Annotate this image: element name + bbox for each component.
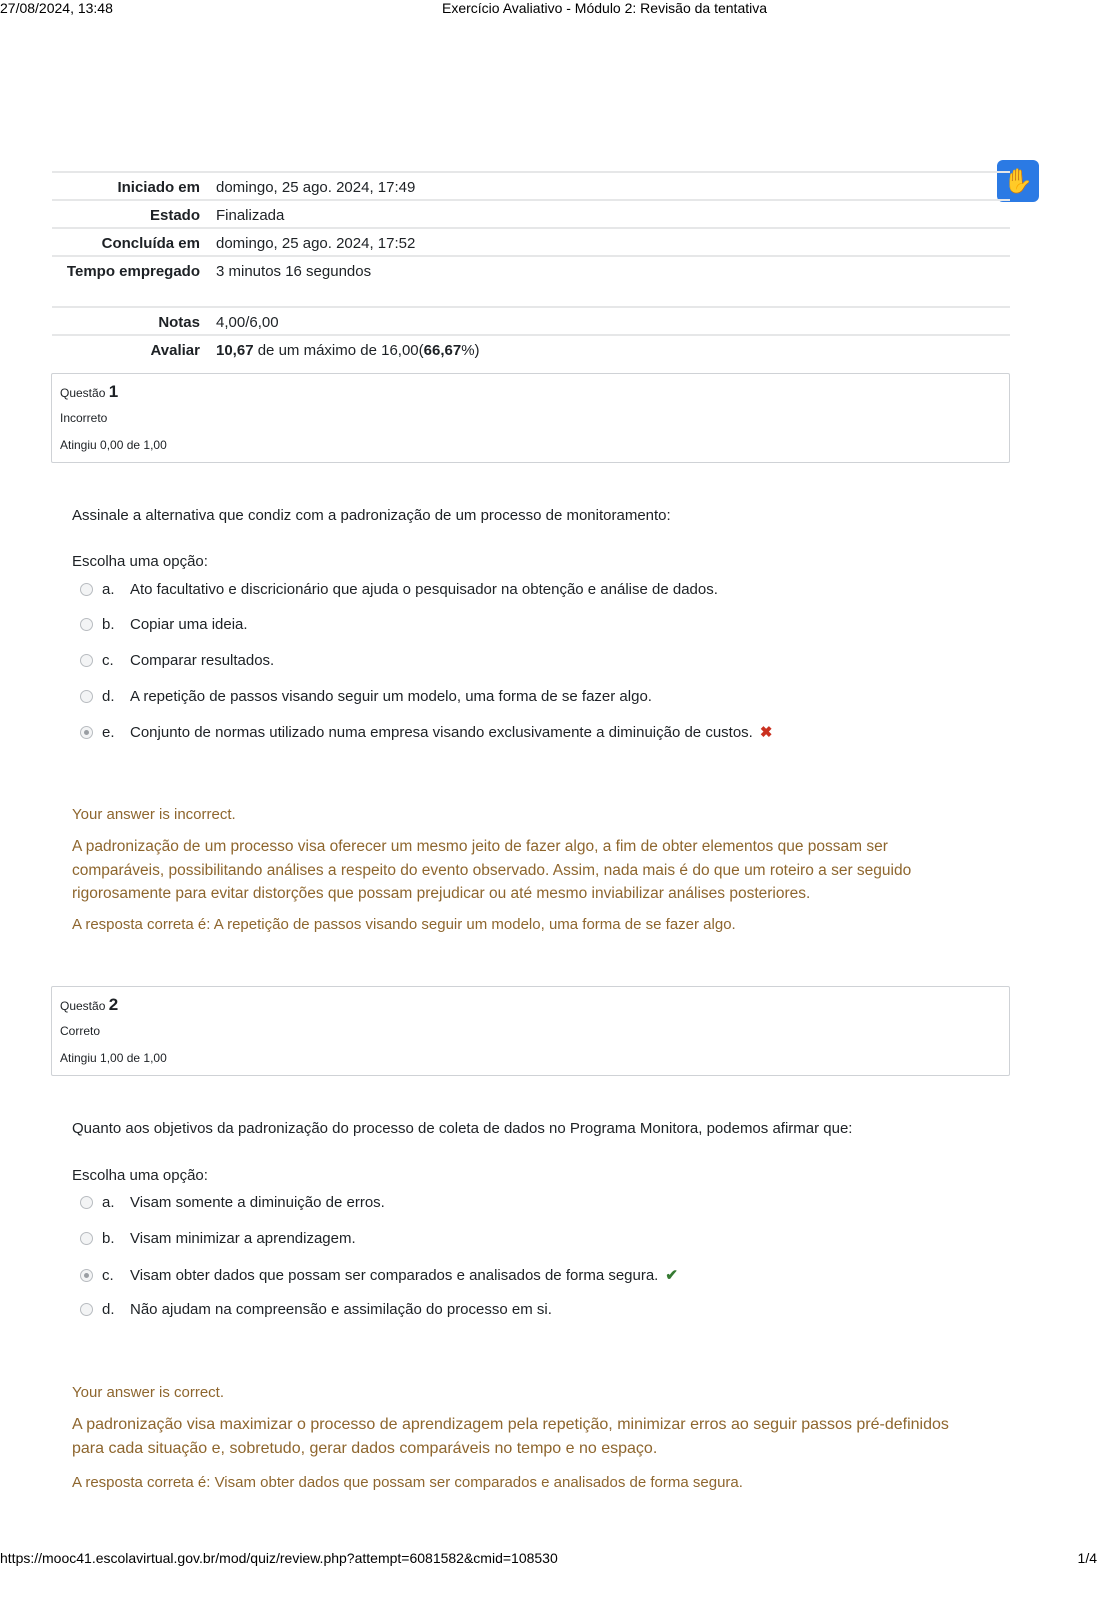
- correct-answer: A resposta correta é: A repetição de passos visando seguir um modelo, uma forma de se fazer algo.: [72, 916, 736, 933]
- question-status: Incorreto: [60, 411, 108, 425]
- summary-value: [216, 336, 480, 362]
- summary-label: Iniciado em: [117, 179, 200, 196]
- grade-score: 10,67: [216, 342, 254, 359]
- summary-label: Estado: [149, 207, 200, 224]
- radio-button-selected[interactable]: [80, 726, 93, 739]
- radio-button-selected[interactable]: [80, 1269, 93, 1282]
- summary-value: domingo, 25 ago. 2024, 17:52: [216, 235, 416, 252]
- attempt-summary-table: [52, 171, 1010, 362]
- summary-row: [52, 227, 1010, 255]
- option-a[interactable]: a. Ato facultativo e discricionário que ajuda o pesquisador na obtenção e análise de dados.: [80, 581, 718, 598]
- question-number: Questão 2: [60, 995, 119, 1014]
- radio-button[interactable]: [80, 1303, 93, 1316]
- choice-prompt: Escolha uma opção:: [72, 1167, 208, 1184]
- summary-label: Notas: [158, 314, 200, 331]
- feedback-title: Your answer is correct.: [72, 1384, 225, 1401]
- option-c[interactable]: c. Visam obter dados que possam ser comparados e analisados de forma segura. ✔: [80, 1266, 678, 1284]
- option-e[interactable]: e. Conjunto de normas utilizado numa empresa visando exclusivamente a diminuição de custos. ✖: [80, 723, 772, 741]
- question-grade: Atingiu 1,00 de 1,00: [60, 1051, 167, 1065]
- option-b[interactable]: b. Copiar uma ideia.: [80, 616, 248, 633]
- correct-check-icon: ✔: [665, 1267, 678, 1284]
- question-number: Questão 1: [60, 382, 119, 401]
- summary-row: [52, 334, 1010, 362]
- question-info-box: [51, 373, 1010, 463]
- feedback-text: A padronização visa maximizar o processo de aprendizagem pela repetição, minimizar erros ao seguir passos pré-definidos para cada situação e, sobretudo, gerar dados comparáveis no tempo e no espaço.: [72, 1416, 949, 1457]
- print-url: https://mooc41.escolavirtual.gov.br/mod/quiz/review.php?attempt=6081582&cmid=108530: [0, 1550, 558, 1566]
- summary-value: domingo, 25 ago. 2024, 17:49: [216, 179, 416, 196]
- summary-row: [52, 255, 1010, 306]
- grade-suffix: %): [461, 342, 480, 359]
- summary-value: 3 minutos 16 segundos: [216, 263, 372, 280]
- option-c[interactable]: c. Comparar resultados.: [80, 652, 274, 669]
- print-title: Exercício Avaliativo - Módulo 2: Revisão da tentativa: [442, 0, 768, 16]
- summary-row: [52, 199, 1010, 227]
- radio-button[interactable]: [80, 618, 93, 631]
- summary-label: Avaliar: [150, 342, 200, 359]
- hand-icon: ✋: [1003, 167, 1033, 195]
- choice-prompt: Escolha uma opção:: [72, 553, 208, 570]
- question-text: Quanto aos objetivos da padronização do processo de coleta de dados no Programa Monitora, podemos afirmar que:: [72, 1120, 853, 1137]
- summary-row: [52, 171, 1010, 199]
- summary-value: Finalizada: [216, 207, 285, 224]
- grade-percent: 66,67: [423, 342, 462, 359]
- grade-max: de um máximo de 16,00(: [253, 342, 424, 359]
- radio-button[interactable]: [80, 1232, 93, 1245]
- summary-row: [52, 306, 1010, 334]
- option-b[interactable]: b. Visam minimizar a aprendizagem.: [80, 1230, 356, 1247]
- summary-value: 4,00/6,00: [216, 314, 279, 331]
- summary-label: Concluída em: [101, 235, 200, 252]
- radio-button[interactable]: [80, 654, 93, 667]
- page-number: 1/4: [1077, 1550, 1097, 1566]
- question-grade: Atingiu 0,00 de 1,00: [60, 438, 167, 452]
- feedback-text: A padronização de um processo visa oferecer um mesmo jeito de fazer algo, a fim de obter elementos que possam ser comparáveis, possibilitando análises a respeito do evento observado. Assim, nada mais é do que um roteiro a ser seguido rigorosamente para evitar distorções que possam prejudicar ou até mesmo inviabilizar análises posteriores.: [72, 838, 912, 902]
- radio-button[interactable]: [80, 1196, 93, 1209]
- option-d[interactable]: d. A repetição de passos visando seguir um modelo, uma forma de se fazer algo.: [80, 688, 652, 705]
- summary-label: Tempo empregado: [66, 263, 200, 280]
- question-info-box: [51, 986, 1010, 1076]
- feedback-title: Your answer is incorrect.: [72, 806, 236, 823]
- question-text: Assinale a alternativa que condiz com a padronização de um processo de monitoramento:: [72, 507, 671, 524]
- question-status: Correto: [60, 1024, 101, 1038]
- option-a[interactable]: a. Visam somente a diminuição de erros.: [80, 1194, 385, 1211]
- print-datetime: 27/08/2024, 13:48: [0, 0, 113, 16]
- radio-button[interactable]: [80, 583, 93, 596]
- option-d[interactable]: d. Não ajudam na compreensão e assimilação do processo em si.: [80, 1301, 552, 1318]
- correct-answer: A resposta correta é: Visam obter dados que possam ser comparados e analisados de forma segura.: [72, 1474, 743, 1491]
- incorrect-icon: ✖: [759, 724, 773, 741]
- radio-button[interactable]: [80, 690, 93, 703]
